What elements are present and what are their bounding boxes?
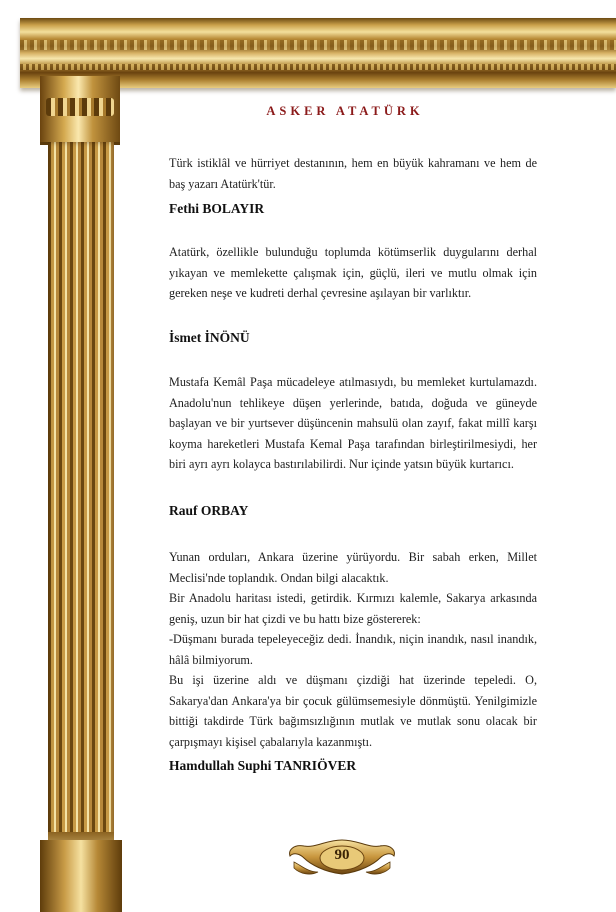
quote-author: Rauf ORBAY bbox=[169, 503, 249, 518]
running-title: ASKER ATATÜRK bbox=[266, 104, 424, 118]
column-plinth bbox=[40, 840, 122, 912]
quote-paragraph: Türk istiklâl ve hürriyet destanının, hem en büyük kahramanı ve hem de baş yazarı Atatürk'tür. bbox=[169, 156, 537, 191]
quote-text bbox=[169, 547, 537, 752]
quote-author: İsmet İNÖNÜ bbox=[169, 330, 250, 345]
quote-text bbox=[169, 242, 537, 304]
quote-paragraph: Atatürk, özellikle bulunduğu toplumda kötümserlik duygularını derhal yıkayan ve memlekette çalışmak için, güçlü, ileri ve mutlu olmak için gereken neşe ve kudreti derhal çevresine aşılayan bir varlıktır. bbox=[169, 245, 537, 300]
quote-text bbox=[169, 372, 537, 475]
quote-paragraph: Bu işi üzerine aldı ve düşmanı çizdiği hat üzerinde tepeledi. O, Sakarya'dan Ankara'ya bir çocuk gülümsemesiyle dönmüştü. Yenilgimizle bittiği takdirde Türk bağımsızlığının mutlak ve mutlak sonu olacak bir çarpışmayı kişisel çabalarıyla kazanmıştı. bbox=[169, 673, 537, 749]
quote-paragraph: Mustafa Kemâl Paşa mücadeleye atılmasıydı, bu memleket kurtulamazdı. Anadolu'nun tehlikeye düşen yerlerinde, batıda, doğuda ve güneyde başlayan ve bir yurtsever düşüncenin mahsulü olan zayıf, fakat millî karşı koyma hareketleri Mustafa Kemal Paşa tarafından birleştirilmesiydi, her biri ayrı ayrı kolayca bastırılabilirdi. Nur içinde yatsın büyük kurtarıcı. bbox=[169, 375, 537, 471]
quote-author: Fethi BOLAYIR bbox=[169, 201, 265, 216]
quote-text bbox=[169, 153, 537, 194]
column-capital bbox=[40, 76, 120, 145]
page-number: 90 bbox=[334, 847, 350, 863]
quote-paragraph: Yunan orduları, Ankara üzerine yürüyordu. Bir sabah erken, Millet Meclisi'nde toplandık. Ondan bilgi alacaktık. bbox=[169, 550, 537, 585]
fluted-column bbox=[48, 142, 114, 912]
quote-paragraph: Bir Anadolu haritası istedi, getirdik. Kırmızı kalemle, Sakarya arkasında geniş, uzun bir hat çizdi ve bu hattı bize göstererek: bbox=[169, 591, 537, 626]
quote-paragraph: -Düşmanı burada tepeleyeceğiz dedi. İnandık, niçin inandık, nasıl inandık, hâlâ bilmiyorum. bbox=[169, 632, 537, 667]
quote-author: Hamdullah Suphi TANRIÖVER bbox=[169, 758, 357, 773]
